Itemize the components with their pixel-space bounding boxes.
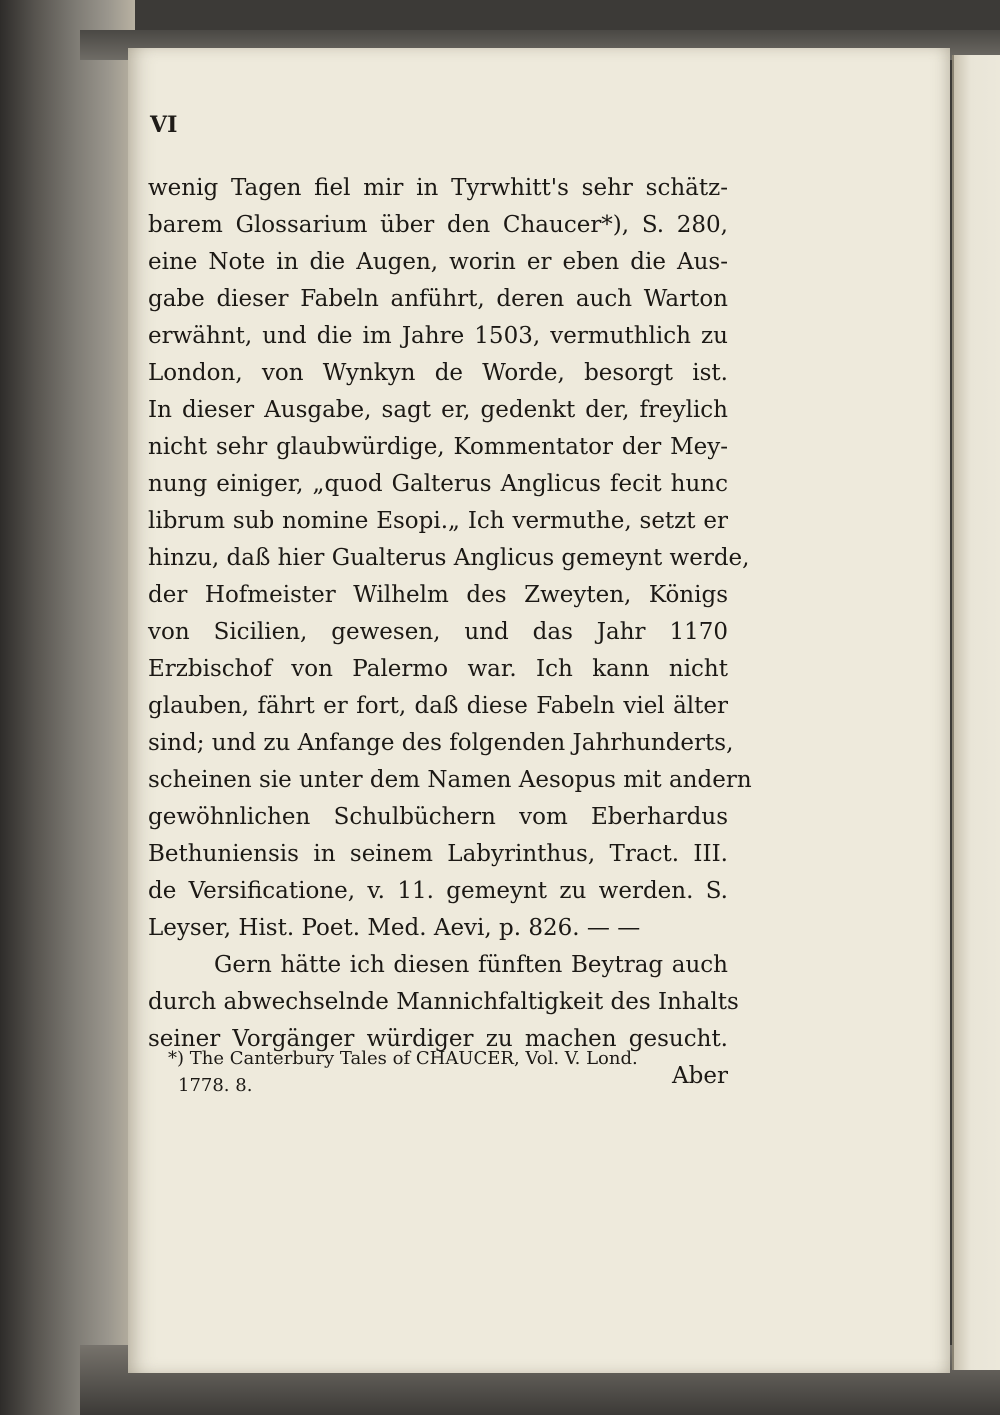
text-line: barem Glossarium über den Chaucer*), S. 280, xyxy=(148,212,728,238)
text-line: Bethuniensis in seinem Labyrinthus, Tract. III. xyxy=(148,841,728,867)
footnote xyxy=(168,1045,728,1099)
text-line: erwähnt, und die im Jahre 1503, vermuthlich zu xyxy=(148,323,728,349)
text-line: gewöhnlichen Schulbüchern vom Eberhardus xyxy=(148,804,728,830)
text-line: de Versificatione, v. 11. gemeynt zu werden. S. xyxy=(148,878,728,904)
text-line: seiner Vorgänger würdiger zu machen gesucht. xyxy=(148,1026,728,1052)
footnote-line: 1778. 8. xyxy=(178,1075,253,1096)
footnote-line: *) The Canterbury Tales of CHAUCER, Vol. V. Lond. xyxy=(168,1048,638,1069)
text-line: gabe dieser Fabeln anführt, deren auch Warton xyxy=(148,286,728,312)
text-line: nicht sehr glaubwürdige, Kommentator der Mey- xyxy=(148,434,728,460)
text-line: sind; und zu Anfange des folgenden Jahrhunderts, xyxy=(148,730,734,756)
text-line: eine Note in die Augen, worin er eben die Aus- xyxy=(148,249,728,275)
text-line: librum sub nomine Esopi.„ Ich vermuthe, setzt er xyxy=(148,508,728,534)
text-line: Erzbischof von Palermo war. Ich kann nicht xyxy=(148,656,728,682)
text-line: Leyser, Hist. Poet. Med. Aevi, p. 826. — — xyxy=(148,915,641,941)
text-line: In dieser Ausgabe, sagt er, gedenkt der, freylich xyxy=(148,397,728,423)
body-text xyxy=(148,170,752,1095)
text-line: scheinen sie unter dem Namen Aesopus mit andern xyxy=(148,767,752,793)
text-line: glauben, fährt er fort, daß diese Fabeln viel älter xyxy=(148,693,728,719)
text-line: London, von Wynkyn de Worde, besorgt ist. xyxy=(148,360,728,386)
text-line: Gern hätte ich diesen fünften Beytrag auch xyxy=(214,952,728,978)
text-line: wenig Tagen fiel mir in Tyrwhitt's sehr schätz- xyxy=(148,175,728,201)
text-line: durch abwechselnde Mannichfaltigkeit des Inhalts xyxy=(148,989,739,1015)
book-binding xyxy=(0,0,135,1415)
catchword: Aber xyxy=(672,1063,728,1089)
text-line: von Sicilien, gewesen, und das Jahr 1170 xyxy=(148,619,728,645)
text-line: der Hofmeister Wilhelm des Zweyten, Königs xyxy=(148,582,728,608)
text-line: hinzu, daß hier Gualterus Anglicus gemeynt werde, xyxy=(148,545,750,571)
facing-page-edge xyxy=(952,55,1000,1370)
page-number: VI xyxy=(150,112,178,138)
text-line: nung einiger, „quod Galterus Anglicus fecit hunc xyxy=(148,471,728,497)
